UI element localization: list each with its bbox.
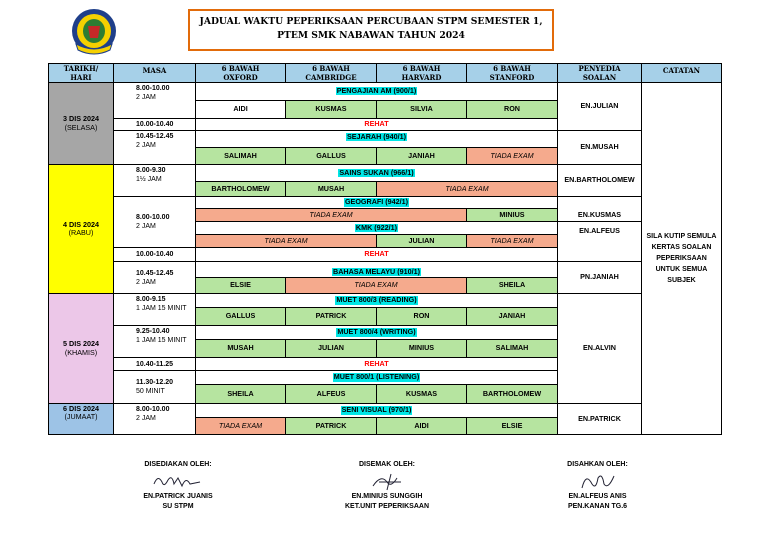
invigilator-cell: KUSMAS <box>376 384 467 404</box>
penyedia-cell: EN.BARTHOLOMEW <box>557 164 642 197</box>
subject-title: KMK (922/1) <box>195 221 558 235</box>
signature-scribble-icon <box>148 470 208 492</box>
signature-checked: DISEMAK OLEH: EN.MINIUS SUNGGIH KET.UNIT PEPERIKSAAN <box>344 461 429 510</box>
invigilator-cell: JULIAN <box>376 234 467 248</box>
date-cell-rabu: 4 DIS 2024 (RABU) <box>48 164 114 294</box>
school-crest-logo <box>66 6 122 56</box>
subject-title: SEJARAH (940/1) <box>195 130 558 148</box>
invigilator-cell: BARTHOLOMEW <box>195 181 286 197</box>
penyedia-cell: EN.PATRICK <box>557 403 642 435</box>
subject-title: MUET 800/4 (WRITING) <box>195 325 558 340</box>
no-exam-cell: TIADA EXAM <box>195 208 467 222</box>
invigilator-cell: GALLUS <box>195 307 286 326</box>
invigilator-cell: SALIMAH <box>466 339 558 358</box>
rehat-break: REHAT <box>195 247 558 262</box>
signature-prepared: DISEDIAKAN OLEH: EN.PATRICK JUANIS SU STPM <box>143 461 213 510</box>
header-masa: MASA <box>113 63 196 83</box>
header-stanford: 6 BAWAH STANFORD <box>466 63 558 83</box>
subject-title: BAHASA MELAYU (910/1) <box>195 261 558 278</box>
time-slot: 9.25-10.40 1 JAM 15 MINIT <box>113 325 196 358</box>
invigilator-cell: GALLUS <box>285 147 377 165</box>
time-slot: 8.00-10.00 2 JAM <box>113 403 196 435</box>
invigilator-cell: ELSIE <box>466 417 558 435</box>
time-slot: 10.45-12.45 2 JAM <box>113 130 196 165</box>
invigilator-cell: MINIUS <box>466 208 558 222</box>
title-line-1: JADUAL WAKTU PEPERIKSAAN PERCUBAAN STPM SEMESTER 1, <box>199 16 543 27</box>
time-slot: 8.00-9.30 1½ JAM <box>113 164 196 197</box>
header-harvard: 6 BAWAH HARVARD <box>376 63 467 83</box>
invigilator-cell: RON <box>376 307 467 326</box>
invigilator-cell: AIDI <box>376 417 467 435</box>
header-oxford: 6 BAWAH OXFORD <box>195 63 286 83</box>
time-slot: 8.00-9.15 1 JAM 15 MINIT <box>113 293 196 326</box>
time-slot: 8.00-10.00 2 JAM <box>113 82 196 119</box>
time-slot: 11.30-12.20 50 MINIT <box>113 370 196 404</box>
invigilator-cell: SHEILA <box>195 384 286 404</box>
penyedia-cell: PN.JANIAH <box>557 261 642 294</box>
no-exam-cell: TIADA EXAM <box>195 234 377 248</box>
document-title <box>188 9 554 51</box>
catatan-note: SILA KUTIP SEMULA KERTAS SOALAN PEPERIKSAAN UNTUK SEMUA SUBJEK <box>641 82 722 435</box>
signature-scribble-icon <box>357 470 417 492</box>
rehat-break: REHAT <box>195 118 558 131</box>
time-slot: 10.00-10.40 <box>113 118 196 131</box>
invigilator-cell: AIDI <box>195 100 286 119</box>
invigilator-cell: RON <box>466 100 558 119</box>
time-slot: 10.45-12.45 2 JAM <box>113 261 196 294</box>
signature-approved: DISAHKAN OLEH: EN.ALFEUS ANIS PEN.KANAN TG.6 <box>567 461 628 510</box>
date-cell-jumaat: 6 DIS 2024 (JUMAAT) <box>48 403 114 435</box>
no-exam-cell: TIADA EXAM <box>376 181 558 197</box>
invigilator-cell: ELSIE <box>195 277 286 294</box>
invigilator-cell: PATRICK <box>285 417 377 435</box>
rehat-break: REHAT <box>195 357 558 371</box>
date-cell-selasa: 3 DIS 2024 (SELASA) <box>48 82 114 165</box>
invigilator-cell: JANIAH <box>466 307 558 326</box>
invigilator-cell: SHEILA <box>466 277 558 294</box>
signature-scribble-icon <box>568 470 628 492</box>
title-line-2: PTEM SMK NABAWAN TAHUN 2024 <box>277 30 465 41</box>
invigilator-cell: JULIAN <box>285 339 377 358</box>
invigilator-cell: ALFEUS <box>285 384 377 404</box>
no-exam-cell: TIADA EXAM <box>195 417 286 435</box>
invigilator-cell: JANIAH <box>376 147 467 165</box>
subject-title: GEOGRAFI (942/1) <box>195 196 558 209</box>
invigilator-cell: MUSAH <box>285 181 377 197</box>
invigilator-cell: PATRICK <box>285 307 377 326</box>
header-penyedia: PENYEDIA SOALAN <box>557 63 642 83</box>
time-slot: 8.00-10.00 2 JAM <box>113 196 196 248</box>
invigilator-cell: BARTHOLOMEW <box>466 384 558 404</box>
penyedia-cell: EN.MUSAH <box>557 130 642 165</box>
penyedia-cell: EN.KUSMAS <box>557 196 642 222</box>
no-exam-cell: TIADA EXAM <box>285 277 467 294</box>
invigilator-cell: SALIMAH <box>195 147 286 165</box>
header-catatan: CATATAN <box>641 63 722 83</box>
subject-title: SENI VISUAL (970/1) <box>195 403 558 418</box>
subject-title: SAINS SUKAN (966/1) <box>195 164 558 182</box>
invigilator-cell: SILVIA <box>376 100 467 119</box>
date-cell-khamis: 5 DIS 2024 (KHAMIS) <box>48 293 114 404</box>
penyedia-cell: EN.JULIAN <box>557 82 642 131</box>
subject-title: MUET 800/3 (READING) <box>195 293 558 308</box>
no-exam-cell: TIADA EXAM <box>466 147 558 165</box>
penyedia-cell: EN.ALVIN <box>557 293 642 404</box>
no-exam-cell: TIADA EXAM <box>466 234 558 248</box>
time-slot: 10.40-11.25 <box>113 357 196 371</box>
header-cambridge: 6 BAWAH CAMBRIDGE <box>285 63 377 83</box>
invigilator-cell: KUSMAS <box>285 100 377 119</box>
penyedia-cell: EN.ALFEUS <box>557 221 642 262</box>
invigilator-cell: MINIUS <box>376 339 467 358</box>
invigilator-cell: MUSAH <box>195 339 286 358</box>
header-tarikh: TARIKH/ HARI <box>48 63 114 83</box>
subject-title: MUET 800/1 (LISTENING) <box>195 370 558 385</box>
subject-title: PENGAJIAN AM (900/1) <box>195 82 558 101</box>
time-slot: 10.00-10.40 <box>113 247 196 262</box>
